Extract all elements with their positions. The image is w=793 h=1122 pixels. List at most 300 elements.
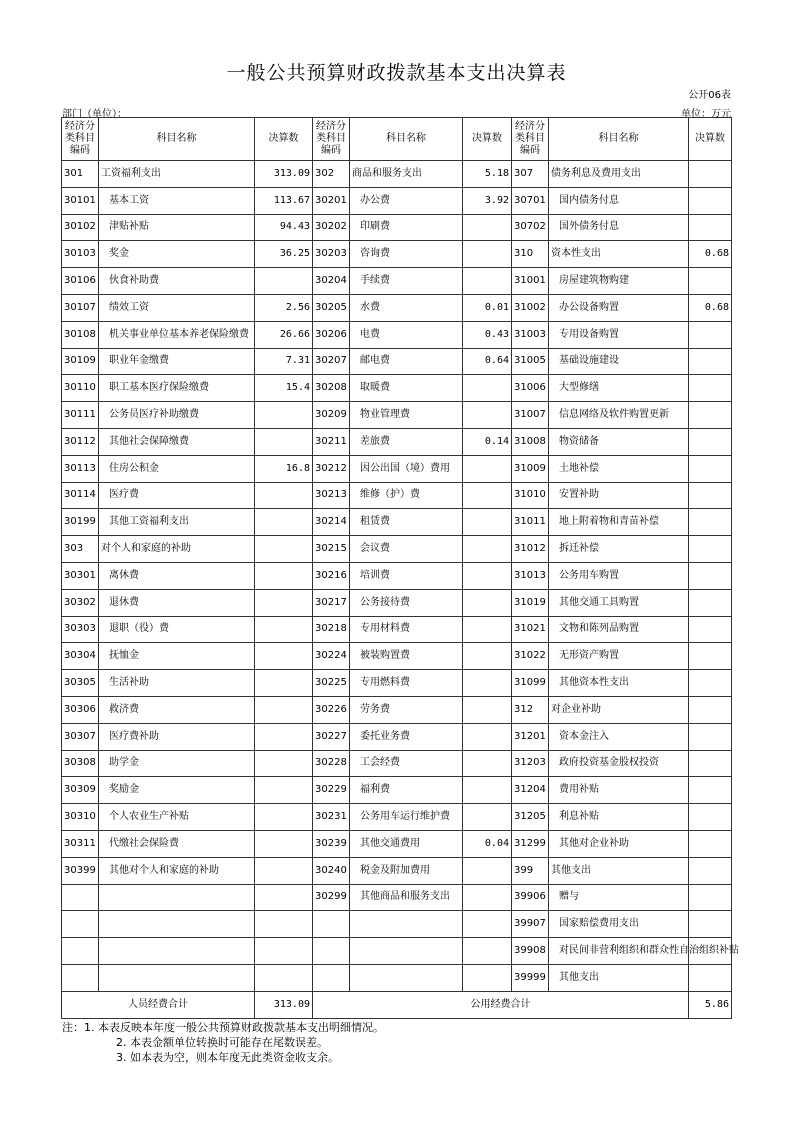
code-cell: 301 bbox=[62, 161, 99, 188]
name-cell: 助学金 bbox=[99, 750, 255, 777]
amount-cell bbox=[689, 723, 732, 750]
name-cell: 个人农业生产补贴 bbox=[99, 804, 255, 831]
amount-cell bbox=[463, 911, 512, 938]
table-row bbox=[62, 428, 732, 455]
code-cell: 312 bbox=[512, 696, 549, 723]
code-cell: 30207 bbox=[313, 348, 350, 375]
amount-cell bbox=[689, 750, 732, 777]
amount-cell bbox=[689, 804, 732, 831]
code-cell: 30204 bbox=[313, 268, 350, 295]
code-cell: 30209 bbox=[313, 402, 350, 429]
code-cell: 30109 bbox=[62, 348, 99, 375]
name-cell: 奖金 bbox=[99, 241, 255, 268]
amount-cell: 15.4 bbox=[255, 375, 313, 402]
amount-cell: 313.09 bbox=[255, 161, 313, 188]
name-cell: 伙食补助费 bbox=[99, 268, 255, 295]
amount-cell bbox=[255, 268, 313, 295]
code-cell: 30102 bbox=[62, 214, 99, 241]
name-cell: 专用设备购置 bbox=[549, 321, 689, 348]
name-cell: 职业年金缴费 bbox=[99, 348, 255, 375]
amount-cell bbox=[463, 804, 512, 831]
code-cell: 30227 bbox=[313, 723, 350, 750]
code-cell: 30229 bbox=[313, 777, 350, 804]
amount-cell bbox=[255, 428, 313, 455]
amount-cell bbox=[689, 161, 732, 188]
code-cell: 30213 bbox=[313, 482, 350, 509]
name-cell: 资本金注入 bbox=[549, 723, 689, 750]
header-amount: 决算数 bbox=[255, 118, 313, 161]
department-label: 部门（单位）： bbox=[62, 109, 127, 120]
name-cell: 生活补助 bbox=[99, 670, 255, 697]
table-row bbox=[62, 214, 732, 241]
amount-cell bbox=[255, 589, 313, 616]
name-cell: 电费 bbox=[350, 321, 463, 348]
amount-cell bbox=[255, 536, 313, 563]
name-cell: 其他社会保障缴费 bbox=[99, 428, 255, 455]
table-row bbox=[62, 643, 732, 670]
name-cell: 对企业补助 bbox=[549, 696, 689, 723]
table-row bbox=[62, 348, 732, 375]
table-row bbox=[62, 187, 732, 214]
name-cell bbox=[350, 911, 463, 938]
amount-cell bbox=[689, 562, 732, 589]
code-cell: 30306 bbox=[62, 696, 99, 723]
amount-cell bbox=[255, 938, 313, 965]
amount-cell bbox=[689, 643, 732, 670]
name-cell: 赠与 bbox=[549, 884, 689, 911]
amount-cell bbox=[255, 509, 313, 536]
amount-cell: 0.68 bbox=[689, 294, 732, 321]
code-cell: 31012 bbox=[512, 536, 549, 563]
amount-cell: 0.43 bbox=[463, 321, 512, 348]
name-cell: 国内债务付息 bbox=[549, 187, 689, 214]
amount-cell: 5.18 bbox=[463, 161, 512, 188]
name-cell: 其他交通费用 bbox=[350, 830, 463, 857]
name-cell: 债务利息及费用支出 bbox=[549, 161, 689, 188]
table-row bbox=[62, 589, 732, 616]
notes bbox=[62, 1020, 384, 1065]
code-cell: 31013 bbox=[512, 562, 549, 589]
name-cell: 职工基本医疗保险缴费 bbox=[99, 375, 255, 402]
code-cell: 302 bbox=[313, 161, 350, 188]
table-header-row bbox=[62, 118, 732, 161]
table-row bbox=[62, 562, 732, 589]
amount-cell: 0.64 bbox=[463, 348, 512, 375]
amount-cell: 2.56 bbox=[255, 294, 313, 321]
amount-cell bbox=[463, 670, 512, 697]
amount-cell bbox=[689, 348, 732, 375]
name-cell: 房屋建筑物购建 bbox=[549, 268, 689, 295]
amount-cell bbox=[689, 616, 732, 643]
code-cell: 31299 bbox=[512, 830, 549, 857]
amount-cell bbox=[689, 670, 732, 697]
header-code: 经济分类科目编码 bbox=[512, 118, 549, 161]
code-cell: 30101 bbox=[62, 187, 99, 214]
personnel-total-value: 313.09 bbox=[255, 991, 313, 1018]
code-cell: 30215 bbox=[313, 536, 350, 563]
name-cell: 资本性支出 bbox=[549, 241, 689, 268]
amount-cell bbox=[689, 455, 732, 482]
code-cell: 30310 bbox=[62, 804, 99, 831]
name-cell: 住房公积金 bbox=[99, 455, 255, 482]
name-cell: 其他对个人和家庭的补助 bbox=[99, 857, 255, 884]
amount-cell bbox=[463, 723, 512, 750]
totals-row bbox=[62, 991, 732, 1018]
name-cell: 基础设施建设 bbox=[549, 348, 689, 375]
amount-cell bbox=[689, 375, 732, 402]
table-row bbox=[62, 884, 732, 911]
name-cell: 物资储备 bbox=[549, 428, 689, 455]
amount-cell bbox=[463, 777, 512, 804]
name-cell bbox=[99, 911, 255, 938]
name-cell: 对民间非营利组织和群众性自治组织补贴 bbox=[549, 938, 689, 965]
code-cell: 39906 bbox=[512, 884, 549, 911]
name-cell: 无形资产购置 bbox=[549, 643, 689, 670]
code-cell: 30113 bbox=[62, 455, 99, 482]
code-cell: 31021 bbox=[512, 616, 549, 643]
amount-cell bbox=[463, 616, 512, 643]
name-cell: 办公设备购置 bbox=[549, 294, 689, 321]
name-cell: 印刷费 bbox=[350, 214, 463, 241]
code-cell: 31011 bbox=[512, 509, 549, 536]
amount-cell bbox=[255, 482, 313, 509]
amount-cell bbox=[689, 321, 732, 348]
amount-cell: 3.92 bbox=[463, 187, 512, 214]
amount-cell bbox=[463, 482, 512, 509]
code-cell: 31001 bbox=[512, 268, 549, 295]
amount-cell bbox=[463, 938, 512, 965]
name-cell: 公务接待费 bbox=[350, 589, 463, 616]
name-cell bbox=[99, 964, 255, 991]
code-cell: 30225 bbox=[313, 670, 350, 697]
table-row bbox=[62, 964, 732, 991]
name-cell: 公务员医疗补助缴费 bbox=[99, 402, 255, 429]
amount-cell: 36.25 bbox=[255, 241, 313, 268]
code-cell: 31201 bbox=[512, 723, 549, 750]
name-cell: 安置补助 bbox=[549, 482, 689, 509]
code-cell: 30702 bbox=[512, 214, 549, 241]
code-cell: 31009 bbox=[512, 455, 549, 482]
code-cell: 30108 bbox=[62, 321, 99, 348]
name-cell: 水费 bbox=[350, 294, 463, 321]
table-row bbox=[62, 696, 732, 723]
amount-cell bbox=[463, 455, 512, 482]
code-cell: 30231 bbox=[313, 804, 350, 831]
table-row bbox=[62, 723, 732, 750]
table-row bbox=[62, 777, 732, 804]
table-row bbox=[62, 536, 732, 563]
code-cell: 31205 bbox=[512, 804, 549, 831]
code-cell: 30208 bbox=[313, 375, 350, 402]
expenditure-table bbox=[61, 117, 739, 1019]
amount-cell bbox=[689, 428, 732, 455]
code-cell: 31005 bbox=[512, 348, 549, 375]
name-cell: 公务用车运行维护费 bbox=[350, 804, 463, 831]
amount-cell: 0.14 bbox=[463, 428, 512, 455]
table-row bbox=[62, 455, 732, 482]
code-cell: 303 bbox=[62, 536, 99, 563]
amount-cell bbox=[689, 777, 732, 804]
public-total-value: 5.86 bbox=[689, 991, 732, 1018]
code-cell bbox=[62, 964, 99, 991]
amount-cell bbox=[689, 187, 732, 214]
code-cell: 30701 bbox=[512, 187, 549, 214]
amount-cell bbox=[255, 643, 313, 670]
name-cell: 利息补贴 bbox=[549, 804, 689, 831]
name-cell: 其他商品和服务支出 bbox=[350, 884, 463, 911]
name-cell bbox=[350, 964, 463, 991]
header-name: 科目名称 bbox=[350, 118, 463, 161]
code-cell: 31007 bbox=[512, 402, 549, 429]
name-cell: 机关事业单位基本养老保险缴费 bbox=[99, 321, 255, 348]
amount-cell bbox=[255, 616, 313, 643]
amount-cell bbox=[463, 643, 512, 670]
amount-cell bbox=[255, 696, 313, 723]
amount-cell bbox=[689, 268, 732, 295]
name-cell: 邮电费 bbox=[350, 348, 463, 375]
amount-cell bbox=[689, 696, 732, 723]
table-row bbox=[62, 482, 732, 509]
code-cell: 30112 bbox=[62, 428, 99, 455]
name-cell: 抚恤金 bbox=[99, 643, 255, 670]
name-cell: 绩效工资 bbox=[99, 294, 255, 321]
code-cell: 30218 bbox=[313, 616, 350, 643]
code-cell: 39907 bbox=[512, 911, 549, 938]
name-cell: 文物和陈列品购置 bbox=[549, 616, 689, 643]
amount-cell bbox=[463, 214, 512, 241]
amount-cell bbox=[689, 214, 732, 241]
name-cell: 商品和服务支出 bbox=[350, 161, 463, 188]
table-row bbox=[62, 670, 732, 697]
code-cell: 30214 bbox=[313, 509, 350, 536]
name-cell: 办公费 bbox=[350, 187, 463, 214]
name-cell: 专用材料费 bbox=[350, 616, 463, 643]
table-row bbox=[62, 161, 732, 188]
name-cell: 其他支出 bbox=[549, 964, 689, 991]
amount-cell bbox=[255, 911, 313, 938]
name-cell: 其他工资福利支出 bbox=[99, 509, 255, 536]
name-cell: 专用燃料费 bbox=[350, 670, 463, 697]
amount-cell bbox=[255, 964, 313, 991]
code-cell: 31099 bbox=[512, 670, 549, 697]
name-cell: 物业管理费 bbox=[350, 402, 463, 429]
code-cell: 30303 bbox=[62, 616, 99, 643]
name-cell: 医疗费 bbox=[99, 482, 255, 509]
amount-cell bbox=[689, 964, 732, 991]
page-title: 一般公共预算财政拨款基本支出决算表 bbox=[226, 62, 567, 84]
name-cell: 租赁费 bbox=[350, 509, 463, 536]
code-cell: 30111 bbox=[62, 402, 99, 429]
amount-cell: 0.01 bbox=[463, 294, 512, 321]
name-cell: 其他交通工具购置 bbox=[549, 589, 689, 616]
amount-cell bbox=[255, 857, 313, 884]
amount-cell bbox=[255, 402, 313, 429]
amount-cell bbox=[255, 884, 313, 911]
table-row bbox=[62, 294, 732, 321]
name-cell: 其他支出 bbox=[549, 857, 689, 884]
name-cell: 工资福利支出 bbox=[99, 161, 255, 188]
amount-cell bbox=[255, 670, 313, 697]
code-cell: 31003 bbox=[512, 321, 549, 348]
amount-cell bbox=[255, 562, 313, 589]
code-cell: 307 bbox=[512, 161, 549, 188]
name-cell: 费用补贴 bbox=[549, 777, 689, 804]
name-cell: 福利费 bbox=[350, 777, 463, 804]
amount-cell bbox=[463, 509, 512, 536]
personnel-total-label: 人员经费合计 bbox=[62, 991, 255, 1018]
note-3: 3. 如本表为空，则本年度无此类资金收支余。 bbox=[116, 1051, 339, 1064]
header-code: 经济分类科目编码 bbox=[313, 118, 350, 161]
amount-cell bbox=[689, 911, 732, 938]
name-cell: 政府投资基金股权投资 bbox=[549, 750, 689, 777]
code-cell: 31002 bbox=[512, 294, 549, 321]
code-cell: 30228 bbox=[313, 750, 350, 777]
code-cell: 30202 bbox=[313, 214, 350, 241]
name-cell: 其他对企业补助 bbox=[549, 830, 689, 857]
amount-cell bbox=[463, 241, 512, 268]
code-cell: 30114 bbox=[62, 482, 99, 509]
code-cell: 30299 bbox=[313, 884, 350, 911]
amount-cell bbox=[463, 536, 512, 563]
amount-cell: 26.66 bbox=[255, 321, 313, 348]
name-cell: 税金及附加费用 bbox=[350, 857, 463, 884]
code-cell: 30206 bbox=[313, 321, 350, 348]
code-cell: 31006 bbox=[512, 375, 549, 402]
code-cell: 30399 bbox=[62, 857, 99, 884]
amount-cell bbox=[689, 402, 732, 429]
name-cell: 被装购置费 bbox=[350, 643, 463, 670]
code-cell: 30201 bbox=[313, 187, 350, 214]
amount-cell: 113.67 bbox=[255, 187, 313, 214]
code-cell: 30311 bbox=[62, 830, 99, 857]
header-amount: 决算数 bbox=[689, 118, 732, 161]
code-cell: 30211 bbox=[313, 428, 350, 455]
name-cell bbox=[350, 938, 463, 965]
amount-cell: 16.8 bbox=[255, 455, 313, 482]
code-cell: 30307 bbox=[62, 723, 99, 750]
amount-cell bbox=[689, 482, 732, 509]
name-cell: 基本工资 bbox=[99, 187, 255, 214]
code-cell: 30301 bbox=[62, 562, 99, 589]
code-cell: 31008 bbox=[512, 428, 549, 455]
code-cell: 39999 bbox=[512, 964, 549, 991]
table-row bbox=[62, 830, 732, 857]
table-row bbox=[62, 804, 732, 831]
name-cell bbox=[99, 884, 255, 911]
amount-cell bbox=[463, 857, 512, 884]
table-row bbox=[62, 938, 732, 965]
amount-cell bbox=[689, 589, 732, 616]
code-cell: 30224 bbox=[313, 643, 350, 670]
amount-cell bbox=[689, 536, 732, 563]
name-cell: 医疗费补助 bbox=[99, 723, 255, 750]
code-cell bbox=[313, 938, 350, 965]
unit-label: 单位：万元 bbox=[681, 109, 731, 120]
code-cell: 30216 bbox=[313, 562, 350, 589]
code-cell: 310 bbox=[512, 241, 549, 268]
amount-cell: 0.04 bbox=[463, 830, 512, 857]
name-cell: 退职（役）费 bbox=[99, 616, 255, 643]
name-cell: 津贴补贴 bbox=[99, 214, 255, 241]
name-cell bbox=[99, 938, 255, 965]
code-cell bbox=[62, 884, 99, 911]
name-cell: 委托业务费 bbox=[350, 723, 463, 750]
code-cell: 30239 bbox=[313, 830, 350, 857]
name-cell: 对个人和家庭的补助 bbox=[99, 536, 255, 563]
name-cell: 代缴社会保险费 bbox=[99, 830, 255, 857]
name-cell: 培训费 bbox=[350, 562, 463, 589]
amount-cell bbox=[463, 268, 512, 295]
table-row bbox=[62, 750, 732, 777]
amount-cell bbox=[463, 884, 512, 911]
code-cell: 30106 bbox=[62, 268, 99, 295]
name-cell: 维修（护）费 bbox=[350, 482, 463, 509]
amount-cell bbox=[255, 777, 313, 804]
table-row bbox=[62, 241, 732, 268]
name-cell: 离休费 bbox=[99, 562, 255, 589]
public-total-label: 公用经费合计 bbox=[313, 991, 689, 1018]
amount-cell bbox=[689, 884, 732, 911]
name-cell: 土地补偿 bbox=[549, 455, 689, 482]
amount-cell: 94.43 bbox=[255, 214, 313, 241]
code-cell: 30199 bbox=[62, 509, 99, 536]
amount-cell bbox=[463, 696, 512, 723]
form-number: 公开06表 bbox=[688, 90, 731, 101]
amount-cell bbox=[689, 857, 732, 884]
amount-cell: 7.31 bbox=[255, 348, 313, 375]
name-cell: 取暖费 bbox=[350, 375, 463, 402]
name-cell: 会议费 bbox=[350, 536, 463, 563]
code-cell: 31019 bbox=[512, 589, 549, 616]
table-row bbox=[62, 268, 732, 295]
code-cell: 30205 bbox=[313, 294, 350, 321]
code-cell: 30302 bbox=[62, 589, 99, 616]
name-cell: 大型修缮 bbox=[549, 375, 689, 402]
table-row bbox=[62, 911, 732, 938]
name-cell: 其他资本性支出 bbox=[549, 670, 689, 697]
code-cell: 30212 bbox=[313, 455, 350, 482]
code-cell: 30305 bbox=[62, 670, 99, 697]
code-cell: 30308 bbox=[62, 750, 99, 777]
amount-cell bbox=[463, 402, 512, 429]
code-cell: 31204 bbox=[512, 777, 549, 804]
name-cell: 因公出国（境）费用 bbox=[350, 455, 463, 482]
name-cell: 国外债务付息 bbox=[549, 214, 689, 241]
code-cell: 30103 bbox=[62, 241, 99, 268]
note-1: 注：1. 本表反映本年度一般公共预算财政拨款基本支出明细情况。 bbox=[62, 1021, 384, 1034]
code-cell: 399 bbox=[512, 857, 549, 884]
amount-cell bbox=[689, 509, 732, 536]
header-amount: 决算数 bbox=[463, 118, 512, 161]
name-cell: 地上附着物和青苗补偿 bbox=[549, 509, 689, 536]
code-cell: 30203 bbox=[313, 241, 350, 268]
amount-cell bbox=[463, 375, 512, 402]
name-cell: 救济费 bbox=[99, 696, 255, 723]
table-row bbox=[62, 509, 732, 536]
amount-cell bbox=[463, 589, 512, 616]
amount-cell: 0.68 bbox=[689, 241, 732, 268]
name-cell: 奖励金 bbox=[99, 777, 255, 804]
amount-cell bbox=[689, 830, 732, 857]
code-cell: 31010 bbox=[512, 482, 549, 509]
amount-cell bbox=[463, 562, 512, 589]
name-cell: 国家赔偿费用支出 bbox=[549, 911, 689, 938]
name-cell: 手续费 bbox=[350, 268, 463, 295]
amount-cell bbox=[255, 750, 313, 777]
code-cell: 30217 bbox=[313, 589, 350, 616]
code-cell bbox=[313, 911, 350, 938]
code-cell bbox=[313, 964, 350, 991]
